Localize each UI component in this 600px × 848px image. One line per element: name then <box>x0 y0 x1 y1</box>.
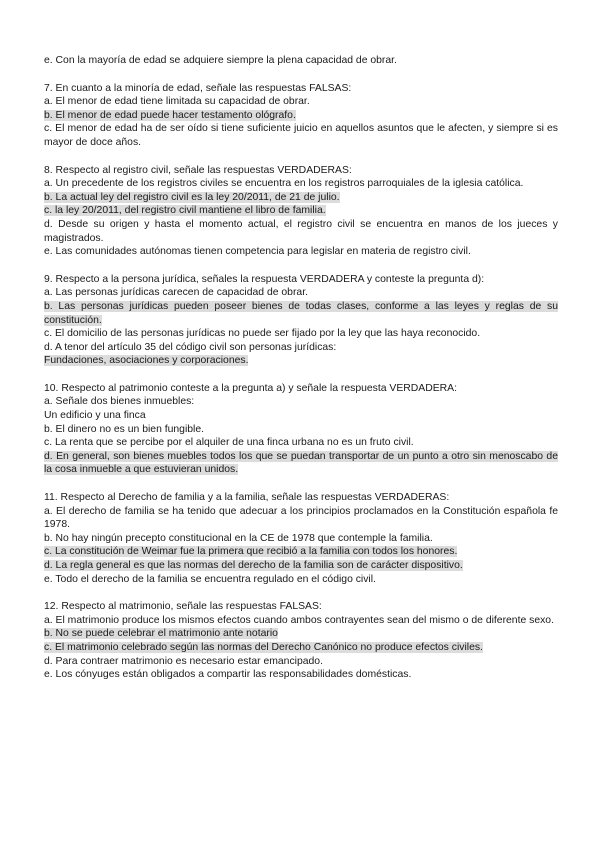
answer-option <box>44 614 558 628</box>
highlighted-answer-text: c. El matrimonio celebrado según las normas del Derecho Canónico no produce efectos civiles. <box>44 641 483 653</box>
highlighted-answer-text: b. La actual ley del registro civil es la ley 20/2011, de 21 de julio. <box>44 191 340 203</box>
answer-option <box>44 436 558 450</box>
answer-option <box>44 286 558 300</box>
answer-text: a. El matrimonio produce los mismos efectos cuando ambos contrayentes sean del mismo o de diferente sexo. <box>44 614 554 626</box>
answer-option <box>44 668 558 682</box>
carryover-option-e: e. Con la mayoría de edad se adquiere siempre la plena capacidad de obrar. <box>44 55 397 66</box>
question-title: 8. Respecto al registro civil, señale las respuestas VERDADERAS: <box>44 164 352 176</box>
answer-option <box>44 177 558 191</box>
answer-option <box>44 532 558 546</box>
answer-text: c. La renta que se percibe por el alquiler de una finca urbana no es un fruto civil. <box>44 437 414 449</box>
answer-text: c. El domicilio de las personas jurídicas no puede ser fijado por la ley que las haya reconocido. <box>44 328 481 340</box>
answer-text: d. Para contraer matrimonio es necesario estar emancipado. <box>44 655 323 667</box>
highlighted-answer-text: c. la ley 20/2011, del registro civil mantiene el libro de familia. <box>44 205 326 217</box>
answer-text: Un edificio y una finca <box>44 410 146 422</box>
answer-text: a. Señale dos bienes inmuebles: <box>44 396 195 408</box>
question-block <box>44 491 558 586</box>
question-block <box>44 82 558 150</box>
answer-option <box>44 218 558 245</box>
answer-text: b. No hay ningún precepto constitucional en la CE de 1978 que contemple la familia. <box>44 532 433 544</box>
answer-option <box>44 109 558 123</box>
question-block <box>44 164 558 259</box>
question-title: 12. Respecto al matrimonio, señale las respuestas FALSAS: <box>44 601 322 613</box>
answer-option <box>44 204 558 218</box>
answer-option <box>44 354 558 368</box>
answer-text: d. A tenor del artículo 35 del código civil son personas jurídicas: <box>44 341 337 353</box>
question-block <box>44 382 558 477</box>
answer-option <box>44 655 558 669</box>
answer-option <box>44 395 558 409</box>
highlighted-answer-text: d. La regla general es que las normas del derecho de la familia son de carácter dispositivo. <box>44 560 463 571</box>
answer-text: e. Las comunidades autónomas tienen competencia para legislar en materia de registro civil. <box>44 246 471 258</box>
answer-text: c. El menor de edad ha de ser oído si tiene suficiente juicio en aquellos asuntos que le afecten, y siempre si es mayor de doce años. <box>44 123 558 148</box>
answer-option <box>44 95 558 109</box>
highlighted-answer-text: Fundaciones, asociaciones y corporaciones. <box>44 355 249 367</box>
answer-option <box>44 505 558 532</box>
question-title: 7. En cuanto a la minoría de edad, señale las respuestas FALSAS: <box>44 82 352 94</box>
question-block <box>44 600 558 682</box>
answer-option <box>44 327 558 341</box>
answer-option <box>44 559 558 573</box>
answer-option <box>44 245 558 259</box>
answer-text: e. Los cónyuges están obligados a compartir las responsabilidades domésticas. <box>44 669 412 681</box>
answer-text: a. El derecho de familia se ha tenido que adecuar a los principios proclamados en la Constitución española fe 1978. <box>44 505 558 531</box>
highlighted-answer-text: c. La constitución de Weimar fue la primera que recibió a la familia con todos los honores. <box>44 546 458 558</box>
answer-text: a. Un precedente de los registros civiles se encuentra en los registros parroquiales de la iglesia católica. <box>44 178 524 190</box>
answer-option <box>44 191 558 205</box>
question-title: 11. Respecto al Derecho de familia y a la familia, señale las respuestas VERDADERAS: <box>44 492 450 504</box>
question-title: 9. Respecto a la persona jurídica, señales la respuesta VERDADERA y conteste la pregunta d): <box>44 273 485 285</box>
question-title: 10. Respecto al patrimonio conteste a la pregunta a) y señale la respuesta VERDADERA: <box>44 382 457 394</box>
highlighted-answer-text: b. El menor de edad puede hacer testamento ológrafo. <box>44 109 296 121</box>
highlighted-answer-text: d. En general, son bienes muebles todos los que se puedan transportar de un punto a otro sin menoscabo de la cosa inmueble a que estuvieran unidos. <box>44 450 558 476</box>
answer-text: a. El menor de edad tiene limitada su capacidad de obrar. <box>44 96 310 108</box>
answer-option <box>44 409 558 423</box>
answer-option <box>44 450 558 477</box>
highlighted-answer-text: b. Las personas jurídicas pueden poseer bienes de todas clases, conforme a las leyes y reglas de su constitución. <box>44 300 558 326</box>
answer-option <box>44 341 558 355</box>
answer-option <box>44 423 558 437</box>
answer-option <box>44 573 558 587</box>
answer-option <box>44 641 558 655</box>
answer-option <box>44 627 558 641</box>
answer-text: e. Todo el derecho de la familia se encuentra regulado en el código civil. <box>44 573 376 585</box>
answer-text: b. El dinero no es un bien fungible. <box>44 423 205 435</box>
answer-text: a. Las personas jurídicas carecen de capacidad de obrar. <box>44 287 308 299</box>
answer-option <box>44 300 558 327</box>
answer-option <box>44 545 558 559</box>
answer-option <box>44 122 558 149</box>
answer-text: d. Desde su origen y hasta el momento actual, el registro civil se encuentra en manos de los jueces y magistrados. <box>44 218 558 244</box>
question-block <box>44 273 558 368</box>
highlighted-answer-text: b. No se puede celebrar el matrimonio ante notario <box>44 628 278 640</box>
questions-list <box>44 82 558 682</box>
